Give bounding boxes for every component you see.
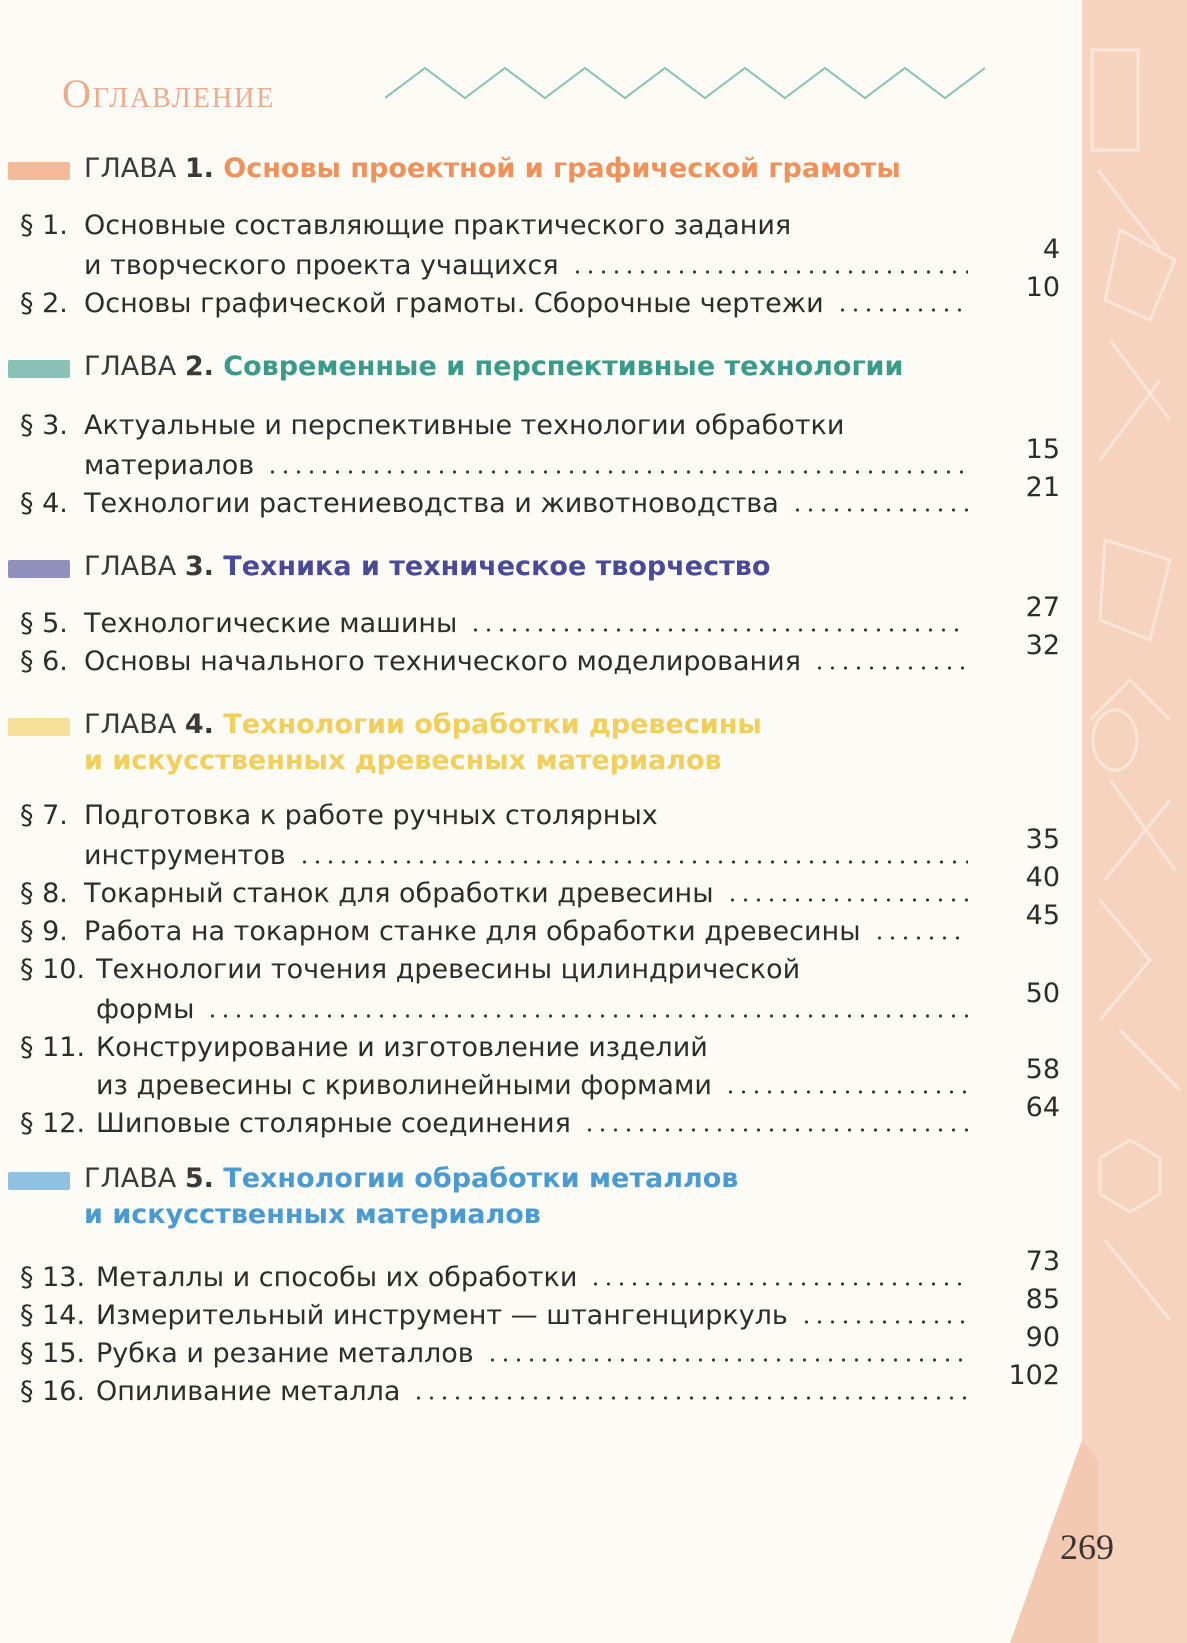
- dot-leader: [813, 665, 968, 671]
- page-number: 269: [1060, 1527, 1114, 1567]
- chapter-color-swatch: [8, 718, 70, 736]
- chapter-heading-line: [84, 150, 901, 188]
- toc-entry-line[interactable]: [20, 630, 1060, 682]
- chapter-number: 2.: [184, 351, 224, 382]
- chapter-title: Современные и перспективные технологии: [223, 351, 904, 382]
- section-title: Измерительный инструмент — штангенциркуль: [96, 1300, 788, 1331]
- section-number: § 11.: [20, 1032, 86, 1063]
- section-number: § 2.: [20, 288, 68, 319]
- section-title: Технологии растениеводства и животноводства: [84, 488, 779, 519]
- chapter-color-swatch: [8, 560, 70, 578]
- section-number: § 16.: [20, 1376, 86, 1407]
- toc-entry-line[interactable]: [20, 862, 1060, 914]
- chapter-prefix: ГЛАВА: [84, 351, 185, 382]
- page-ref: 90: [1025, 1322, 1060, 1353]
- page-title: Оглавление: [62, 71, 276, 116]
- page-ref: 40: [1025, 862, 1060, 893]
- chapter-color-swatch: [8, 162, 70, 180]
- dot-leader: [589, 1281, 968, 1287]
- chapter-prefix: ГЛАВА: [84, 551, 185, 582]
- toc-entry-line[interactable]: [20, 1284, 1060, 1336]
- toc-entry-line[interactable]: [20, 900, 1060, 952]
- toc-entry-line[interactable]: [20, 206, 1060, 246]
- toc-entry-line[interactable]: [20, 1246, 1060, 1298]
- page-ref: 85: [1025, 1284, 1060, 1315]
- toc-entry-line[interactable]: [20, 1092, 1060, 1144]
- toc-entry-line[interactable]: [20, 434, 1060, 486]
- page-ref: 58: [1025, 1054, 1060, 1085]
- toc-entry-line[interactable]: [20, 1028, 1060, 1068]
- section-number: § 3.: [20, 410, 68, 441]
- section-title: Технологии точения древесины цилиндрической: [96, 954, 801, 985]
- toc-entry-line[interactable]: [20, 978, 1060, 1030]
- section-title: материалов: [84, 450, 255, 481]
- page-ref: 35: [1025, 824, 1060, 855]
- toc-entry-line[interactable]: [20, 1322, 1060, 1374]
- section-number: § 5.: [20, 608, 68, 639]
- dot-leader: [469, 627, 968, 633]
- dot-leader: [836, 307, 968, 313]
- dot-leader: [266, 469, 968, 475]
- chapter-heading-line: [84, 548, 770, 586]
- dot-leader: [724, 1089, 968, 1095]
- section-title: и творческого проекта учащихся: [84, 250, 559, 281]
- chapter-prefix: ГЛАВА: [84, 153, 185, 184]
- chapter-heading-line: [84, 348, 903, 386]
- section-title: Шиповые столярные соединения: [96, 1108, 571, 1139]
- dot-leader: [486, 1357, 968, 1363]
- chapter-heading-line: [84, 1196, 541, 1234]
- toc-entry-line[interactable]: [20, 472, 1060, 524]
- dot-leader: [583, 1127, 968, 1133]
- chapter-title: Основы проектной и графической грамоты: [223, 153, 901, 184]
- section-number: § 10.: [20, 954, 86, 985]
- section-number: § 6.: [20, 646, 68, 677]
- chapter-number: 4.: [184, 709, 224, 740]
- toc-entry-line[interactable]: [20, 234, 1060, 286]
- page-ref: 4: [1042, 234, 1060, 265]
- page-ref: 73: [1025, 1246, 1060, 1277]
- chapter-title: и искусственных материалов: [84, 1199, 541, 1230]
- chapter-number: 5.: [184, 1163, 224, 1194]
- chapter-title: Технологии обработки металлов: [223, 1163, 739, 1194]
- page-ref: 21: [1025, 472, 1060, 503]
- section-title: Основные составляющие практического задания: [84, 210, 792, 241]
- chapter-number: 1.: [184, 153, 224, 184]
- page-ref: 50: [1025, 978, 1060, 1009]
- section-number: § 8.: [20, 878, 68, 909]
- section-number: § 1.: [20, 210, 68, 241]
- chapter-number: 3.: [184, 551, 224, 582]
- chapter-title: Технологии обработки древесины: [223, 709, 762, 740]
- page-ref: 45: [1025, 900, 1060, 931]
- toc-entry-line[interactable]: [20, 272, 1060, 324]
- section-title: Конструирование и изготовление изделий: [96, 1032, 708, 1063]
- toc-entry-line[interactable]: [20, 592, 1060, 644]
- section-number: § 7.: [20, 800, 68, 831]
- section-number: § 9.: [20, 916, 68, 947]
- section-title: формы: [96, 994, 195, 1025]
- toc-entry-line[interactable]: [20, 406, 1060, 446]
- section-number: § 15.: [20, 1338, 86, 1369]
- chapter-prefix: ГЛАВА: [84, 709, 185, 740]
- section-title: Рубка и резание металлов: [96, 1338, 474, 1369]
- section-title: инструментов: [84, 840, 286, 871]
- dot-leader: [791, 507, 968, 513]
- page-ref: 32: [1025, 630, 1060, 661]
- chapter-heading-line: [84, 706, 762, 744]
- section-title: Технологические машины: [84, 608, 458, 639]
- section-title: Подготовка к работе ручных столярных: [84, 800, 658, 831]
- page-ref: 10: [1025, 272, 1060, 303]
- page-ref: 15: [1025, 434, 1060, 465]
- section-title: Основы начального технического моделирования: [84, 646, 801, 677]
- page-ref: 27: [1025, 592, 1060, 623]
- chapter-title: Техника и техническое творчество: [223, 551, 771, 582]
- section-title: Работа на токарном станке для обработки древесины: [84, 916, 861, 947]
- chapter-heading-line: [84, 1160, 738, 1198]
- dot-leader: [298, 859, 968, 865]
- section-title: Основы графической грамоты. Сборочные чертежи: [84, 288, 824, 319]
- dot-leader: [412, 1395, 968, 1401]
- chapter-color-swatch: [8, 360, 70, 378]
- section-number: § 14.: [20, 1300, 86, 1331]
- toc-entry-line[interactable]: [20, 1054, 1060, 1106]
- section-title: Токарный станок для обработки древесины: [84, 878, 714, 909]
- toc-entry-line[interactable]: [20, 824, 1060, 876]
- section-title: Опиливание металла: [96, 1376, 401, 1407]
- section-number: § 13.: [20, 1262, 86, 1293]
- chapter-heading-line: [84, 742, 722, 780]
- toc-entry-line[interactable]: [20, 796, 1060, 836]
- page-ref: 64: [1025, 1092, 1060, 1123]
- dot-leader: [726, 897, 968, 903]
- page-ref: 102: [1008, 1360, 1060, 1391]
- section-title: Актуальные и перспективные технологии обработки: [84, 410, 845, 441]
- dot-leader: [800, 1319, 968, 1325]
- chapter-color-swatch: [8, 1172, 70, 1190]
- chapter-prefix: ГЛАВА: [84, 1163, 185, 1194]
- toc-entry-line[interactable]: [20, 1360, 1060, 1412]
- section-title: Металлы и способы их обработки: [96, 1262, 578, 1293]
- section-number: § 12.: [20, 1108, 86, 1139]
- toc-entry-line[interactable]: [20, 950, 1060, 990]
- dot-leader: [206, 1013, 968, 1019]
- section-number: § 4.: [20, 488, 68, 519]
- section-title: из древесины с криволинейными формами: [96, 1070, 712, 1101]
- dot-leader: [571, 269, 968, 275]
- chapter-title: и искусственных древесных материалов: [84, 745, 722, 776]
- dot-leader: [873, 935, 968, 941]
